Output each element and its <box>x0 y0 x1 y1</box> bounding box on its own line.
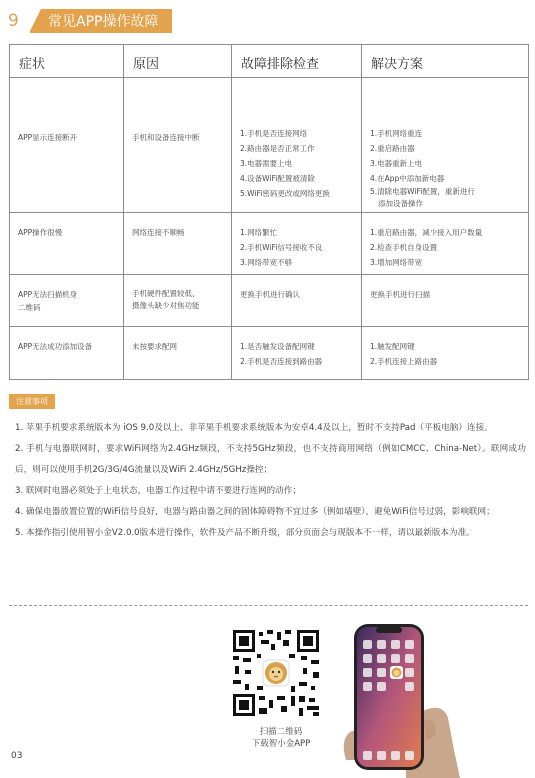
symptom-cell <box>10 213 124 275</box>
cell-line: 1.网络繁忙 <box>240 228 278 237</box>
qr-code-icon <box>233 630 319 716</box>
dashed-divider <box>9 605 528 606</box>
cause-cell <box>124 327 232 380</box>
cell-line: 更换手机进行扫描 <box>370 290 430 299</box>
cell-line: 2.重启路由器 <box>370 144 415 153</box>
cell-line: 二维码 <box>18 303 41 312</box>
cell-line: 3.增加网络带宽 <box>370 258 423 267</box>
cell-line: 4.在App中添加新电器 <box>370 174 445 183</box>
section-header <box>8 8 172 34</box>
cell-line: APP无法扫描机身 <box>18 290 78 299</box>
notice-list <box>15 418 526 544</box>
solution-cell <box>362 275 529 327</box>
cell-line: 3.网络带宽不够 <box>240 258 293 267</box>
qr-caption <box>233 726 329 750</box>
cell-line: 1.手机是否连接网络 <box>240 129 308 138</box>
section-title: 常见APP操作故障 <box>30 9 172 33</box>
cell-line: 3.电器需要上电 <box>240 159 293 168</box>
notice-label: 注意事项 <box>9 394 55 409</box>
cell-line: 2.手机是否连接到路由器 <box>240 357 323 366</box>
column-header-solution: 解决方案 <box>362 45 529 78</box>
cell-line: 1.是否触发设备配网键 <box>240 342 315 351</box>
solution-cell <box>362 327 529 380</box>
notice-item: 5. 本操作指引使用智小金V2.0.0版本进行操作，软件及产品不断升级，部分页面会与现版本不一样，请以最新版本为准。 <box>15 528 475 538</box>
cell-line: 摄像头缺少对焦功能 <box>132 301 200 310</box>
cell-line: 1.触发配网键 <box>370 342 415 351</box>
cause-cell <box>124 275 232 327</box>
check-cell <box>232 275 362 327</box>
symptom-cell <box>10 275 124 327</box>
cell-line: 2.手机连接上路由器 <box>370 357 438 366</box>
notice-item: 1. 苹果手机要求系统版本为 iOS 9.0及以上、非苹果手机要求系统版本为安卓4.4及以上，暂时不支持Pad（平板电脑）连接。 <box>15 423 493 433</box>
cell-line: 5.WiFi密码更改或网络更换 <box>240 189 330 198</box>
notice-item: 4. 确保电器放置位置的WiFi信号良好，电器与路由器之间的固体障碍物不宜过多（例如墙壁），避免WiFi信号过弱，影响联网； <box>15 507 495 517</box>
column-header-check: 故障排除检查 <box>232 45 362 78</box>
solution-cell <box>362 78 529 213</box>
symptom-cell <box>10 327 124 380</box>
cell-line: 更换手机进行确认 <box>240 290 300 299</box>
page-number: 03 <box>11 751 23 761</box>
cell-line: APP无法成功添加设备 <box>18 342 93 351</box>
table-header-row <box>10 45 529 78</box>
column-header-cause: 原因 <box>124 45 232 78</box>
notice-item: 3. 联网时电器必须处于上电状态，电器工作过程中请不要进行连网的动作； <box>15 486 301 496</box>
table-row <box>10 275 529 327</box>
symptom-cell <box>10 78 124 213</box>
section-number: 9 <box>8 11 19 31</box>
qr-caption-line: 下载智小金APP <box>251 739 311 749</box>
cell-line: 2.路由器是否正常工作 <box>240 144 315 153</box>
cell-line: 1.重启路由器，减少接入用户数量 <box>370 228 483 237</box>
fault-table <box>9 44 529 380</box>
cell-line: 手机硬件配置较低， <box>132 289 200 298</box>
cell-line: 5.清除电器WiFi配置，重新进行 <box>370 187 475 196</box>
table-row <box>10 327 529 380</box>
cell-line: 2.手机WiFi信号接收不良 <box>240 243 323 252</box>
notice-item: 2. 手机与电器联网时，要求WiFi网络为2.4GHz频段，不支持5GHz频段，也不支持商用网络（例如CMCC、China-Net）。联网成功后，则可以使用手机2G/3G/4G流量以及WiFi 2.4GHz/5GHz操控； <box>15 444 526 475</box>
column-header-symptom: 症状 <box>10 45 124 78</box>
cell-line: 手机和设备连接中断 <box>132 133 200 142</box>
check-cell <box>232 327 362 380</box>
check-cell <box>232 213 362 275</box>
table-row <box>10 213 529 275</box>
cell-line: 未按要求配网 <box>132 342 177 351</box>
cell-line: 1.手机网络重连 <box>370 129 423 138</box>
check-cell <box>232 78 362 213</box>
cell-line: 2.检查手机自身设置 <box>370 243 438 252</box>
cell-line: 网络连接不顺畅 <box>132 228 185 237</box>
smartphone-in-hand-image <box>336 620 466 778</box>
cell-line: APP显示连接断开 <box>18 133 78 142</box>
solution-cell <box>362 213 529 275</box>
qr-caption-line: 扫描二维码 <box>259 727 303 737</box>
cell-line: 3.电器重新上电 <box>370 159 423 168</box>
cell-line: APP操作很慢 <box>18 228 63 237</box>
table-row <box>10 78 529 213</box>
cell-line: 添加设备操作 <box>378 199 423 208</box>
cause-cell <box>124 213 232 275</box>
cell-line: 4.设备WiFi配置被清除 <box>240 174 315 183</box>
cause-cell <box>124 78 232 213</box>
